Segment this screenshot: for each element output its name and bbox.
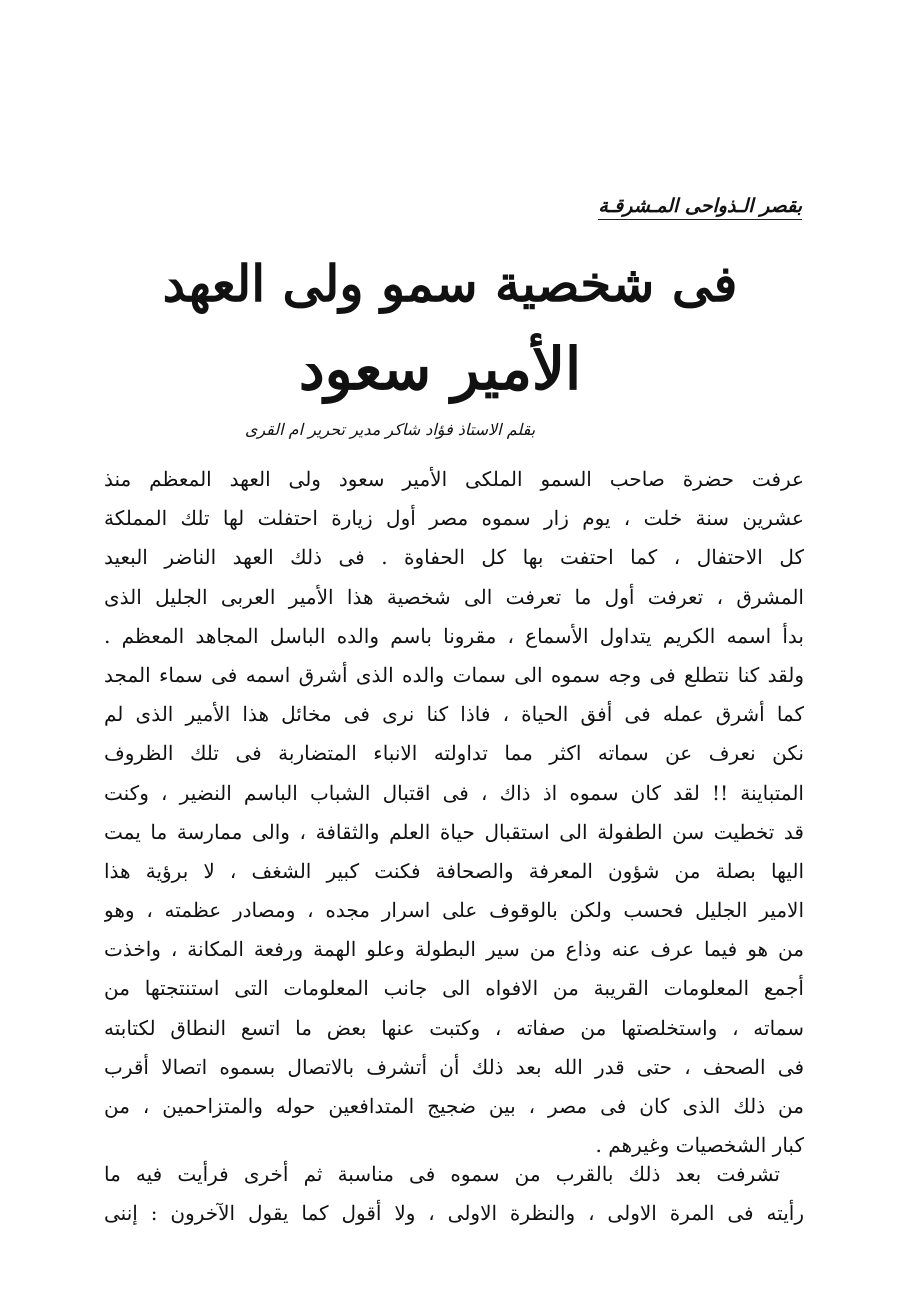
text-line: فى الصحف ، حتى قدر الله بعد ذلك أن أتشرف بالاتصال بسموه اتصالا أقرب — [104, 1054, 804, 1079]
text-line: الامير الجليل فحسب ولكن بالوقوف على اسرار مجده ، ومصادر عظمته ، وهو — [104, 898, 804, 923]
text-line: بدأ اسمه الكريم يتداول الأسماع ، مقرونا باسم والده الباسل المجاهد المعظم . — [104, 623, 804, 648]
article-title: فى شخصية سمو ولى العهد — [162, 254, 738, 313]
text-line: عرفت حضرة صاحب السمو الملكى الأمير سعود ولى العهد المعظم منذ — [104, 467, 804, 491]
article-title-name: الأمير سعود — [298, 335, 582, 403]
series-label: بقصر الـذواحى المـشرقـة — [598, 195, 802, 220]
text-line: نكن نعرف عن سماته اكثر مما تداولته الانباء المتضاربة فى تلك الظروف — [104, 741, 804, 766]
text-line: كما أشرق عمله فى أفق الحياة ، فاذا كنا نرى فى مخائل هذا الأمير الذى لم — [104, 702, 804, 727]
text-line: المشرق ، تعرفت أول ما تعرفت الى شخصية هذا الأمير العربى الجليل الذى — [104, 584, 804, 609]
text-line: كل الاحتفال ، كما احتفت بها كل الحفاوة . فى ذلك العهد الناضر البعيد — [104, 545, 804, 570]
text-line: قد تخطيت سن الطفولة الى استقبال حياة العلم والثقافة ، والى ممارسة ما يمت — [104, 819, 804, 844]
text-line: ولقد كنا نتطلع فى وجه سموه الى سمات والده الذى أشرق اسمه فى سماء المجد — [104, 662, 804, 687]
text-line: كبار الشخصيات وغيرهم . — [595, 1133, 804, 1158]
text-line: تشرفت بعد ذلك بالقرب من سموه فى مناسبة ثم أخرى فرأيت فيه ما — [104, 1162, 780, 1186]
paragraph-1 — [104, 460, 804, 1165]
text-line: اليها بصلة من شؤون المعرفة والصحافة فكنت كبير الشغف ، لا برؤية هذا — [104, 858, 804, 883]
text-line: رأيته فى المرة الاولى ، والنظرة الاولى ، ولا أقول كما يقول الآخرون : إننى — [104, 1201, 804, 1226]
paragraph-2 — [104, 1155, 804, 1233]
byline: بقلم الاستاذ فؤاد شاكر مدير تحرير ام القرى — [244, 420, 536, 439]
text-line: من هو فيما عرف عنه وذاع من سير البطولة وعلو الهمة ورفعة المكانة ، واخذت — [104, 937, 804, 962]
text-line: أجمع المعلومات القريبة من الافواه الى جانب المعلومات التى استنتجتها من — [104, 976, 804, 1001]
text-line: المتباينة !! لقد كان سموه اذ ذاك ، فى اقتبال الشباب الباسم النضير ، وكنت — [104, 780, 804, 805]
text-line: من ذلك الذى كان فى مصر ، بين ضجيج المتدافعين حوله والمتزاحمين ، من — [104, 1094, 804, 1118]
text-line: عشرين سنة خلت ، يوم زار سموه مصر أول زيارة احتفلت لها تلك المملكة — [104, 506, 804, 531]
text-line: سماته ، واستخلصتها من صفاته ، وكتبت عنها بعض ما اتسع النطاق لكتابته — [104, 1015, 804, 1040]
